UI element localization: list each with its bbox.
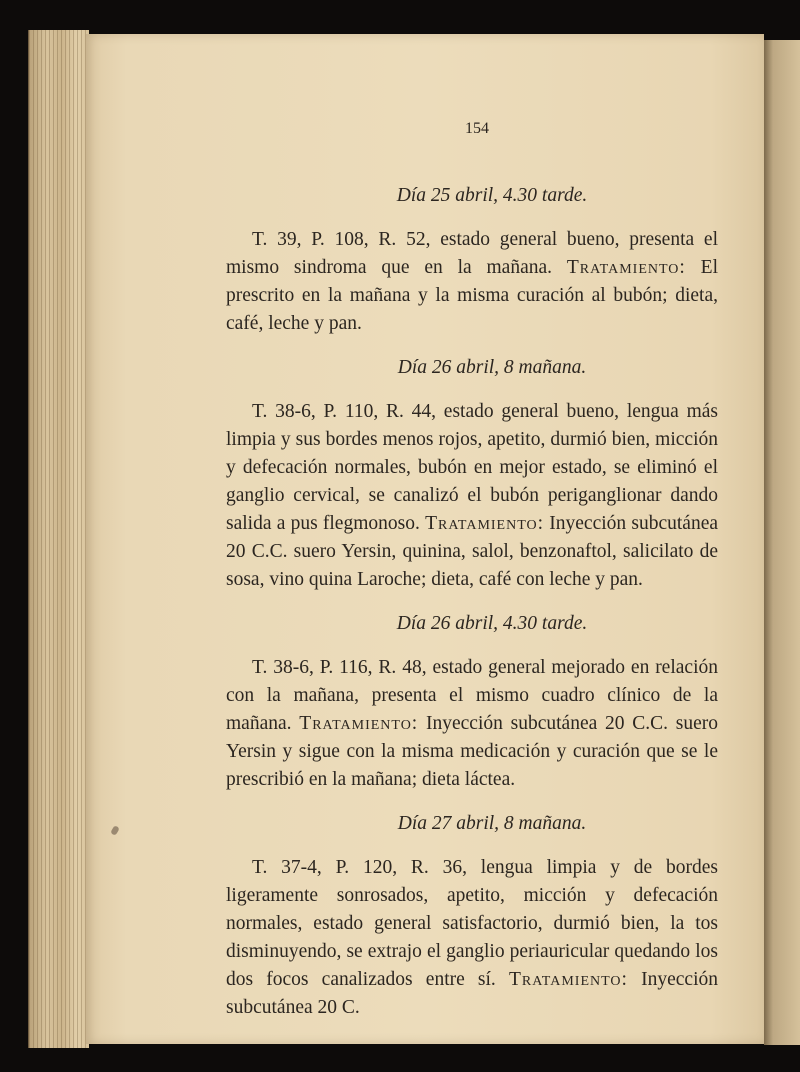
treatment-label: Tratamiento: <box>299 713 419 734</box>
entry-text: T. 39, P. 108, R. 52, estado general bueno, presenta el mismo sindroma que en la mañana. <box>226 229 718 278</box>
facing-page-edge <box>764 40 800 1045</box>
entry-treatment-text: Inyección subcutánea 20 C. <box>226 969 718 1018</box>
entry-heading: Día 27 abril, 8 mañana. <box>397 813 587 834</box>
entry-heading: Día 26 abril, 4.30 tarde. <box>396 613 588 634</box>
entry-treatment-text: Inyección subcutánea 20 C.C. suero Yersin, quinina, salol, benzonaftol, salicilato de sosa, vino quina Laroche; dieta, café con leche y pan. <box>226 513 719 590</box>
entry-body <box>226 226 718 338</box>
entry-body <box>226 398 718 594</box>
treatment-label: Tratamiento: <box>425 513 545 534</box>
entry-treatment-text: Inyección subcutánea 20 C.C. suero Yersin y sigue con la misma medicación y curación que se le prescribió en la mañana; dieta láctea. <box>226 713 719 790</box>
entry-body <box>226 654 718 794</box>
entry-text: T. 38-6, P. 116, R. 48, estado general mejorado en relación con la mañana, presenta el mismo cuadro clínico de la mañana. <box>226 657 718 734</box>
entry-text: T. 38-6, P. 110, R. 44, estado general bueno, lengua más limpia y sus bordes menos rojos, apetito, durmió bien, micción y defecación normales, bubón en mejor estado, se eliminó el ganglio cervical, se canalizó el bubón periganglionar dando salida a pus flegmonoso. <box>226 401 718 534</box>
page-text <box>226 115 718 1038</box>
entry-text: T. 37-4, P. 120, R. 36, lengua limpia y de bordes ligeramente sonrosados, apetito, micción y defecación normales, estado general satisfactorio, durmió bien, la tos disminuyendo, se extrajo el ganglio periauricular quedando los dos focos canalizados entre sí. <box>226 857 718 990</box>
page-number: 154 <box>465 120 489 137</box>
treatment-label: Tratamiento: <box>566 257 686 278</box>
entry-treatment-text: El prescrito en la mañana y la misma curación al bubón; dieta, café, leche y pan. <box>226 257 718 334</box>
book-page-edges <box>28 30 89 1048</box>
treatment-label: Tratamiento: <box>508 969 628 990</box>
entry-heading: Día 25 abril, 4.30 tarde. <box>396 185 588 206</box>
entry-body <box>226 854 718 1022</box>
entry-heading: Día 26 abril, 8 mañana. <box>397 357 587 378</box>
